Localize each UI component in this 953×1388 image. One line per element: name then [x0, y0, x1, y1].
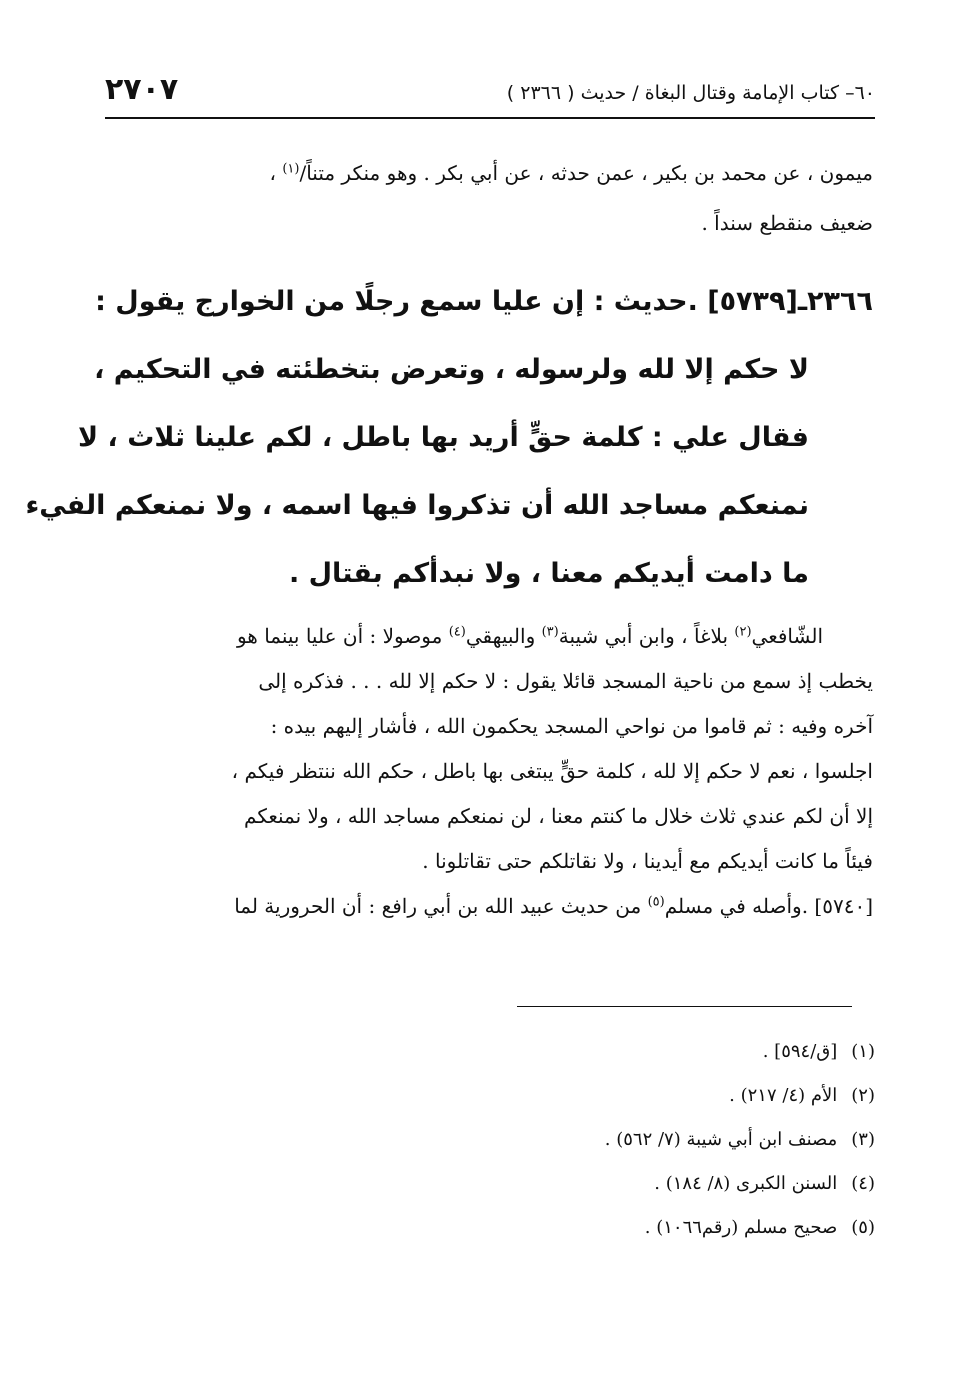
footnote-item	[375, 1162, 875, 1206]
hadith-text	[25, 268, 873, 608]
footnote-number: (٣)	[851, 1129, 875, 1150]
footnote-item	[375, 1074, 875, 1118]
footnote-number: (٢)	[851, 1085, 875, 1106]
footnote-text: السنن الكبرى (٨/ ١٨٤) .	[654, 1173, 838, 1194]
commentary-paragraph	[103, 614, 873, 929]
footnote-item	[375, 1206, 875, 1250]
footnote-text: الأم (٤/ ٢١٧) .	[729, 1085, 838, 1106]
page-header	[105, 70, 875, 120]
footnotes	[375, 1030, 875, 1250]
running-title: ٦٠– كتاب الإمامة وقتال البغاة / حديث ( ٢٣٦٦ )	[506, 82, 875, 104]
hadith-line: ٢٣٦٦ـ[٥٧٣٩] .حديث : إن عليا سمع رجلًا من الخوارج يقول :	[95, 286, 873, 317]
footnote-number: (٤)	[851, 1173, 875, 1194]
hadith-line: ما دامت أيديكم معنا ، ولا نبدأكم بقتال .	[288, 558, 809, 589]
header-divider	[105, 117, 875, 119]
commentary-line: آخره وفيه : ثم قاموا من نواحي المسجد يحكمون الله ، فأشار إليهم بيده :	[270, 714, 873, 738]
footnote-ref-2[interactable]: (٢)	[734, 624, 752, 640]
footnote-text: صحيح مسلم (رقم١٠٦٦) .	[644, 1217, 838, 1238]
commentary-line-1: الشّافعي$^{(٢)}$ بلاغاً ، وابن أبي شيبة$^{(٣)}$ والبيهقي$^{(٤)}$ موصولا : أن عليا بينما هو	[236, 624, 823, 648]
hadith-line: لا حكم إلا لله ولرسوله ، وتعرض بتخطئته في التحكيم ،	[94, 354, 809, 385]
intro-paragraph	[103, 148, 873, 248]
commentary-line: اجلسوا ، نعم لا حكم إلا لله ، كلمة حقٍّ يبتغى بها باطل ، حكم الله ننتظر فيكم ،	[231, 759, 873, 783]
hadith-line: نمنعكم مساجد الله أن تذكروا فيها اسمه ، ولا نمنعكم الفيء	[25, 490, 809, 521]
footnote-ref-5[interactable]: (٥)	[647, 894, 665, 910]
intro-line-1: ميمون ، عن محمد بن بكير ، عمن حدثه ، عن أبي بكر . وهو منكر متناً/$^{(١)}$ ،	[269, 161, 873, 185]
hadith-line: فقال علي : كلمة حقٍّ أريد بها باطل ، لكم علينا ثلاث ، لا	[78, 422, 809, 453]
footnote-text: مصنف ابن أبي شيبة (٧/ ٥٦٢) .	[604, 1129, 838, 1150]
commentary-line-last: [٥٧٤٠] .وأصله في مسلم$^{(٥)}$ من حديث عبيد الله بن أبي رافع : أن الحرورية لما	[234, 894, 873, 918]
footnote-text: [ق/٥٩٤] .	[762, 1041, 838, 1062]
footnote-divider	[517, 1006, 852, 1007]
footnote-number: (١)	[851, 1041, 875, 1062]
footnote-ref-3[interactable]: (٣)	[541, 624, 559, 640]
page-number: ٢٧٠٧	[105, 72, 179, 107]
footnote-item	[375, 1118, 875, 1162]
footnote-number: (٥)	[851, 1217, 875, 1238]
footnote-ref-1[interactable]: (١)	[282, 161, 300, 177]
commentary-line: إلا أن لكم عندي ثلاث خلال ما كنتم معنا ، لن نمنعكم مساجد الله ، ولا نمنعكم	[244, 804, 873, 828]
commentary-line: يخطب إذ سمع من ناحية المسجد قائلا يقول : لا حكم إلا لله . . . فذكره إلى	[258, 669, 873, 693]
footnote-item	[375, 1030, 875, 1074]
commentary-line: فيئاً ما كانت أيديكم مع أيدينا ، ولا نقاتلكم حتى تقاتلونا .	[422, 849, 873, 873]
footnote-ref-4[interactable]: (٤)	[448, 624, 466, 640]
intro-line-2: ضعيف منقطع سنداً .	[701, 211, 873, 235]
